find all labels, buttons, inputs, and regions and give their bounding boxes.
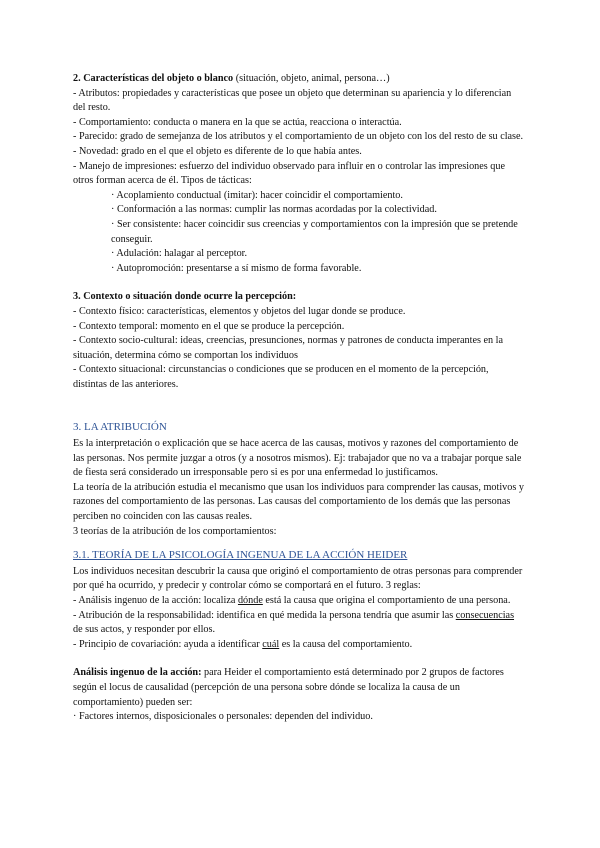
- rule-text: - Principio de covariación: ayuda a identificar: [73, 638, 263, 650]
- rule-text: es la causa del comportamiento.: [279, 638, 413, 650]
- section-3-title-bold: 3. Contexto o situación donde ocurre la percepción:: [73, 291, 297, 303]
- novelty-item: - Novedad: grado en el que el objeto es diferente de lo que había antes.: [73, 145, 362, 157]
- atribucion-paragraph: 3 teorías de la atribución de los comportamientos:: [73, 525, 277, 537]
- tactic-item: · Conformación a las normas: cumplir las normas acordadas por la colectividad.: [111, 204, 437, 216]
- tactic-item: · Autopromoción: presentarse a sí mismo de forma favorable.: [111, 262, 362, 274]
- document-body: [73, 72, 525, 725]
- spacer: [73, 392, 525, 406]
- rule-underlined: dónde: [237, 595, 263, 606]
- rule-underlined: cuál: [262, 638, 280, 650]
- section-2-title-rest: (situación, objeto, animal, persona…): [233, 73, 390, 84]
- atribucion-paragraph: La teoría de la atribución estudia el mecanismo que usan los individuos para comprender las causas, motivos y razones del comportamiento de las personas. Las causas del comportamiento de los demás que las personas perciben no coinciden con las causas reales.: [73, 481, 524, 523]
- rule-item: [73, 594, 525, 609]
- rule-item: [73, 638, 525, 653]
- section-3-title: [73, 290, 525, 305]
- context-item: - Contexto situacional: circunstancias o condiciones que se producen en el momento de la percepción, distintas de las anteriores.: [73, 364, 489, 390]
- section-2-title: [73, 72, 525, 87]
- analisis-bold: Análisis ingenuo de la acción:: [73, 667, 202, 679]
- heider-heading: 3.1. TEORÍA DE LA PSICOLOGÍA INGENUA DE LA ACCIÓN HEIDER: [73, 549, 408, 562]
- analisis-paragraph: [73, 666, 525, 710]
- atribucion-paragraph: Es la interpretación o explicación que se hace acerca de las causas, motivos y razones del comportamiento de las personas. Nos permite juzgar a otros (y a nosotros mismos). Ej: trabajador que no va a trabajar porque sale de fiesta será considerado un irresponsable pero si es por una enfermedad lo justificamos.: [73, 438, 522, 479]
- factor-item: · Factores internos, disposicionales o personales: dependen del individuo.: [73, 711, 373, 723]
- atribucion-heading: 3. LA ATRIBUCIÓN: [73, 421, 167, 434]
- tactic-item: · Acoplamiento conductual (imitar): hacer coincidir el comportamiento.: [111, 189, 403, 201]
- rule-text: de sus actos, y responder por ellos.: [73, 624, 216, 636]
- impression-management-item: - Manejo de impresiones: esfuerzo del individuo observado para influir en o controlar las impresiones que otros forman acerca de él. Tipos de tácticas:: [73, 160, 505, 187]
- spacer: [73, 652, 525, 666]
- behavior-item: - Comportamiento: conducta o manera en la que se actúa, reacciona o interactúa.: [73, 116, 402, 128]
- tactic-item: · Ser consistente: hacer coincidir sus creencias y comportamientos con la impresión que se pretende conseguir.: [111, 218, 518, 245]
- rule-text: está la causa que origina el comportamiento de una persona.: [262, 595, 511, 606]
- analisis-text: para Heider el comportamiento está determinado por 2 grupos de factores según el locus de causalidad (percepción de una persona sobre dónde se localiza la causa de un comportamiento) pueden ser:: [73, 667, 504, 708]
- tactic-item: · Adulación: halagar al perceptor.: [111, 248, 248, 260]
- context-item: - Contexto socio-cultural: ideas, creencias, presunciones, normas y patrones de conducta imperantes en la situación, determina cómo se comportan los individuos: [73, 335, 503, 361]
- rule-underlined: consecuencias: [455, 609, 515, 621]
- similarity-item: - Parecido: grado de semejanza de los atributos y el comportamiento de un objeto con los del resto de su clase.: [73, 131, 524, 143]
- context-item: - Contexto físico: características, elementos y objetos del lugar donde se produce.: [73, 305, 406, 317]
- section-2-title-bold: 2. Características del objeto o blanco: [73, 73, 234, 84]
- attribute-item: - Atributos: propiedades y características que posee un objeto que determinan su apariencia y lo diferencian del resto.: [73, 87, 512, 114]
- rule-text: - Análisis ingenuo de la acción: localiza: [73, 595, 238, 606]
- rule-item: [73, 609, 525, 638]
- context-item: - Contexto temporal: momento en el que se produce la percepción.: [73, 320, 345, 332]
- rule-text: - Atribución de la responsabilidad: identifica en qué medida la persona tendría que asumir las: [73, 609, 456, 621]
- heider-intro: Los individuos necesitan descubrir la causa que originó el comportamiento de otras personas para comprender por qué ha ocurrido, y predecir y controlar cómo se comportará en el futuro. 3 reglas:: [73, 565, 523, 592]
